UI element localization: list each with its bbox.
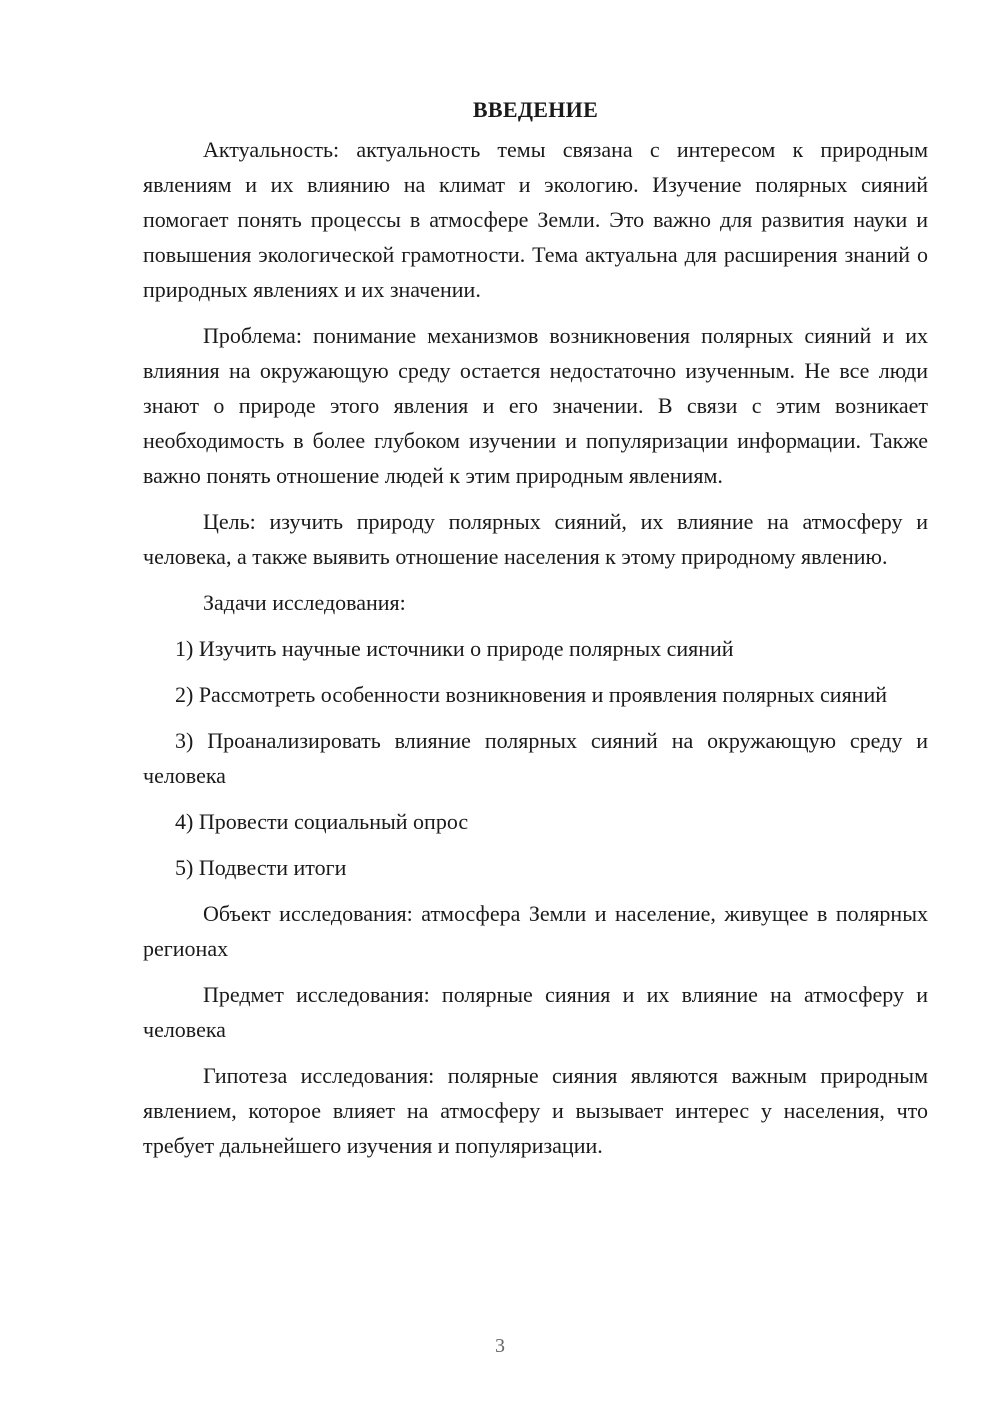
relevance-paragraph: Актуальность: актуальность темы связана с интересом к природным явлениям и их влиянию на климат и экологию. Изучение полярных сияний помогает понять процессы в атмосфере Земли. Это важно для развития науки и повышения экологической грамотности. Тема актуальна для расширения знаний о природных явлениях и их значении. [143, 137, 928, 302]
task-item-1: 1) Изучить научные источники о природе полярных сияний [175, 636, 734, 661]
hypothesis-paragraph: Гипотеза исследования: полярные сияния являются важным природным явлением, которое влияет на атмосферу и вызывает интерес у населения, что требует дальнейшего изучения и популяризации. [143, 1063, 928, 1158]
document-page [143, 96, 928, 1174]
object-paragraph: Объект исследования: атмосфера Земли и население, живущее в полярных регионах [143, 901, 928, 961]
task-item-4: 4) Провести социальный опрос [175, 809, 469, 834]
problem-paragraph: Проблема: понимание механизмов возникновения полярных сияний и их влияния на окружающую среду остается недостаточно изученным. Не все люди знают о природе этого явления и его значении. В связи с этим возникает необходимость в более глубоком изучении и популяризации информации. Также важно понять отношение людей к этим природным явлениям. [143, 323, 928, 488]
page-title: ВВЕДЕНИЕ [472, 97, 599, 122]
task-item-2: 2) Рассмотреть особенности возникновения и проявления полярных сияний [175, 682, 888, 707]
task-item-5: 5) Подвести итоги [175, 855, 347, 880]
tasks-heading: Задачи исследования: [203, 590, 406, 615]
task-item-3: 3) Проанализировать влияние полярных сияний на окружающую среду и человека [143, 728, 928, 788]
page-number: 3 [495, 1335, 505, 1357]
subject-paragraph: Предмет исследования: полярные сияния и их влияние на атмосферу и человека [143, 982, 928, 1042]
goal-paragraph: Цель: изучить природу полярных сияний, их влияние на атмосферу и человека, а также выявить отношение населения к этому природному явлению. [143, 509, 928, 569]
